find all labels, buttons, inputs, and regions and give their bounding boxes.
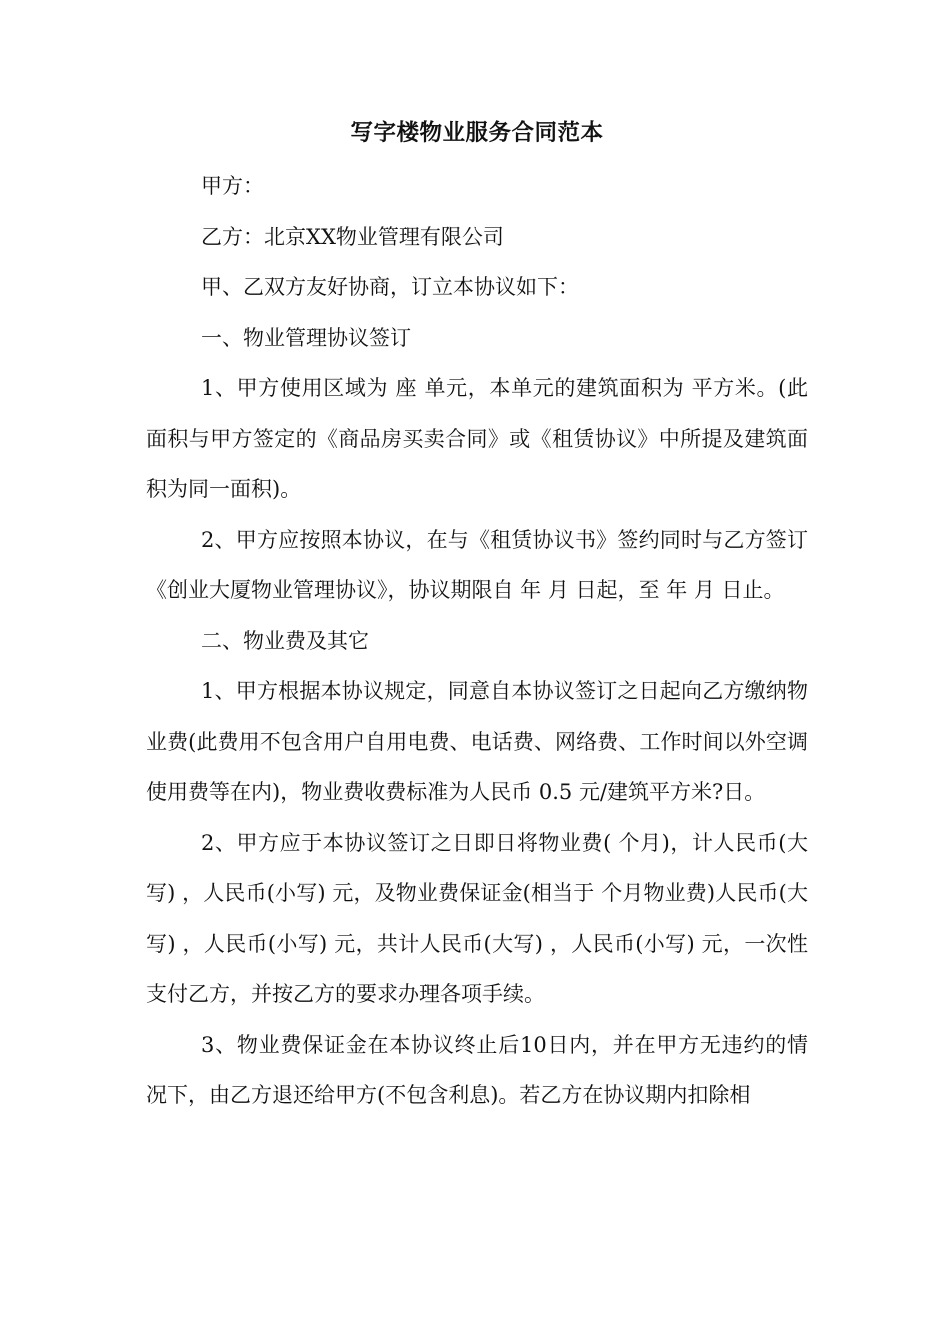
section-heading-2: 二、物业费及其它 bbox=[201, 628, 369, 653]
clause-1-2: 2、甲方应按照本协议，在与《租赁协议书》签约同时与乙方签订《创业大厦物业管理协议》，协议期限自 年 月 日起，至 年 月 日止。 bbox=[146, 527, 808, 602]
party-b-line: 乙方：北京XX物业管理有限公司 bbox=[201, 224, 504, 249]
clause-1-1: 1、甲方使用区域为 座 单元，本单元的建筑面积为 平方米。(此面积与甲方签定的《商品房买卖合同》或《租赁协议》中所提及建筑面积为同一面积)。 bbox=[146, 376, 808, 501]
agreement-intro: 甲、乙双方友好协商，订立本协议如下： bbox=[201, 275, 579, 299]
clause-2-2: 2、甲方应于本协议签订之日即日将物业费( 个月)，计人民币(大写) ，人民币(小写) 元，及物业费保证金(相当于 个月物业费)人民币(大写) ，人民币(小写) 元，共计人民币(大写) ，人民币(小写) 元，一次性支付乙方，并按乙方的要求办理各项手续。 bbox=[146, 830, 808, 1006]
party-a-line: 甲方： bbox=[201, 174, 264, 198]
clause-2-1: 1、甲方根据本协议规定，同意自本协议签订之日起向乙方缴纳物业费(此费用不包含用户自用电费、电话费、网络费、工作时间以外空调使用费等在内)，物业费收费标准为人民币 0.5 元/建筑平方米?日。 bbox=[146, 679, 808, 804]
section-heading-1: 一、物业管理协议签订 bbox=[201, 325, 411, 350]
clause-2-3: 3、物业费保证金在本协议终止后10日内，并在甲方无违约的情况下，由乙方退还给甲方(不包含利息)。若乙方在协议期内扣除相 bbox=[146, 1032, 808, 1107]
document-title: 写字楼物业服务合同范本 bbox=[350, 120, 604, 146]
document-page bbox=[146, 110, 808, 1121]
